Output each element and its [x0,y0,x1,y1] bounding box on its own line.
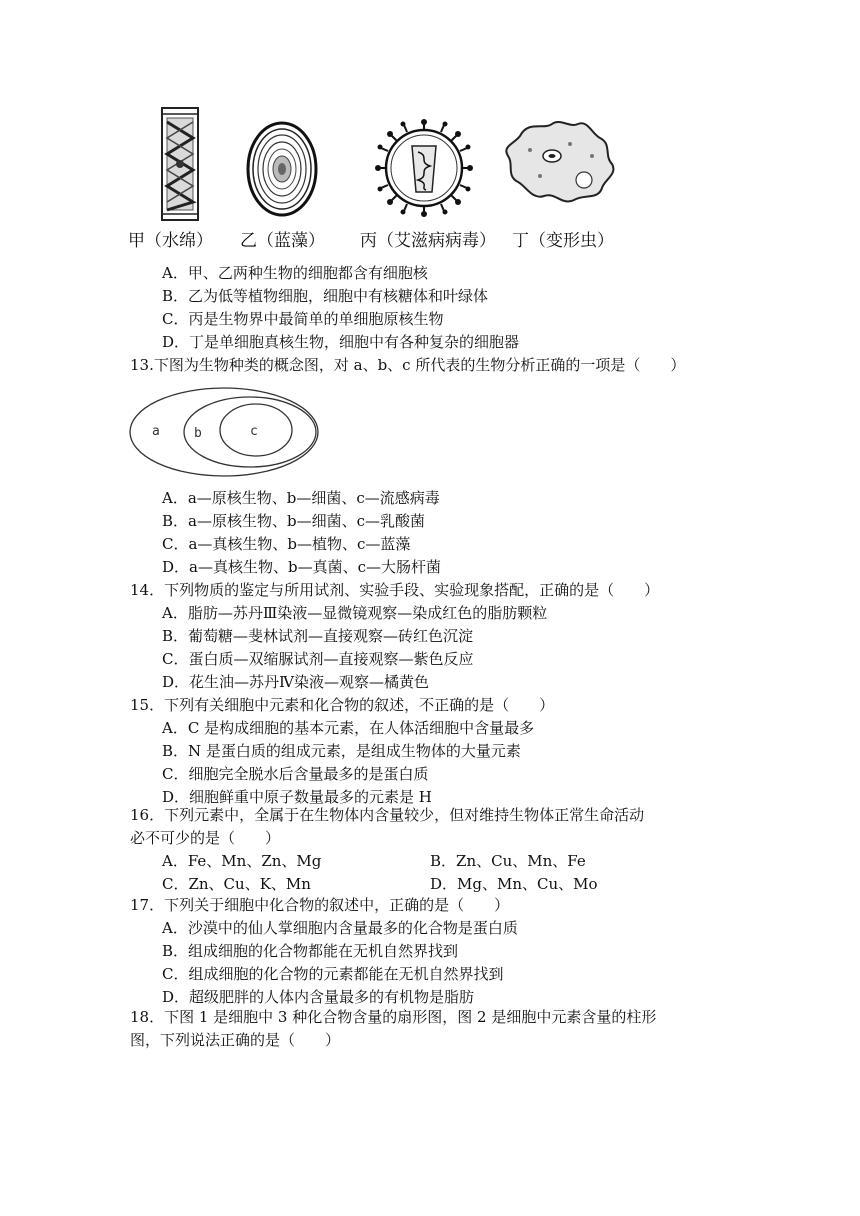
q17-stem: 17．下列关于细胞中化合物的叙述中，正确的是（ ） [130,896,510,914]
q17-option-d: D．超级肥胖的人体内含量最多的有机物是脂肪 [162,988,475,1006]
figure-label-cyanobacteria: 乙（蓝藻） [240,231,325,251]
q16-option-c: C．Zn、Cu、K、Mn [162,875,311,893]
q16-stem-line1: 16．下列元素中，全属于在生物体内含量较少，但对维持生物体正常生命活动 [130,806,645,824]
q17-option-b: B．组成细胞的化合物都能在无机自然界找到 [162,942,459,960]
venn-label-c: c [250,424,258,439]
q12-option-b: B．乙为低等植物细胞，细胞中有核糖体和叶绿体 [162,287,489,305]
organism-figure-row [128,100,648,250]
q16-option-d: D．Mg、Mn、Cu、Mo [430,875,598,893]
q17-option-c: C．组成细胞的化合物的元素都能在无机自然界找到 [162,965,504,983]
q15-option-c: C．细胞完全脱水后含量最多的是蛋白质 [162,765,429,783]
q15-option-d: D．细胞鲜重中原子数量最多的元素是 H [162,788,432,806]
q13-stem: 13.下图为生物种类的概念图，对 a、b、c 所代表的生物分析正确的一项是（ ） [130,356,686,374]
q13-option-d: D．a—真核生物、b—真菌、c—大肠杆菌 [162,558,441,576]
q12-option-d: D．丁是单细胞真核生物，细胞中有各种复杂的细胞器 [162,333,520,351]
figure-label-spirogyra: 甲（水绵） [128,231,213,251]
q13-option-a: A．a—原核生物、b—细菌、c—流感病毒 [162,489,440,507]
spirogyra-drawing [158,106,202,222]
concept-venn-diagram [126,384,322,480]
venn-label-b: b [194,426,202,441]
q14-stem: 14．下列物质的鉴定与所用试剂、实验手段、实验现象搭配，正确的是（ ） [130,581,660,599]
q15-option-a: A．C 是构成细胞的基本元素，在人体活细胞中含量最多 [162,719,535,737]
q18-stem-line2: 图，下列说法正确的是（ ） [130,1031,341,1049]
q14-option-a: A．脂肪—苏丹Ⅲ染液—显微镜观察—染成红色的脂肪颗粒 [162,604,548,622]
q12-option-c: C．丙是生物界中最简单的单细胞原核生物 [162,310,444,328]
q15-option-b: B．N 是蛋白质的组成元素，是组成生物体的大量元素 [162,742,521,760]
q15-stem: 15．下列有关细胞中元素和化合物的叙述，不正确的是（ ） [130,696,555,714]
venn-label-a: a [152,424,160,439]
q13-option-c: C．a—真核生物、b—植物、c—蓝藻 [162,535,411,553]
cyanobacteria-drawing [246,120,318,218]
q16-option-b: B．Zn、Cu、Mn、Fe [430,852,586,870]
q13-option-b: B．a—原核生物、b—细菌、c—乳酸菌 [162,512,425,530]
q18-stem-line1: 18．下图 1 是细胞中 3 种化合物含量的扇形图，图 2 是细胞中元素含量的柱形 [130,1008,657,1026]
q14-option-d: D．花生油—苏丹Ⅳ染液—观察—橘黄色 [162,673,430,691]
q16-stem-line2: 必不可少的是（ ） [130,829,281,847]
figure-label-hiv: 丙（艾滋病病毒） [360,231,496,251]
q14-option-b: B．葡萄糖—斐林试剂—直接观察—砖红色沉淀 [162,627,474,645]
q14-option-c: C．蛋白质—双缩脲试剂—直接观察—紫色反应 [162,650,474,668]
q17-option-a: A．沙漠中的仙人掌细胞内含量最多的化合物是蛋白质 [162,919,518,937]
figure-label-amoeba: 丁（变形虫） [512,231,614,251]
amoeba-drawing [500,116,620,206]
q12-option-a: A．甲、乙两种生物的细胞都含有细胞核 [162,264,428,282]
hiv-virus-drawing [374,118,474,218]
q16-option-a: A．Fe、Mn、Zn、Mg [162,852,322,870]
